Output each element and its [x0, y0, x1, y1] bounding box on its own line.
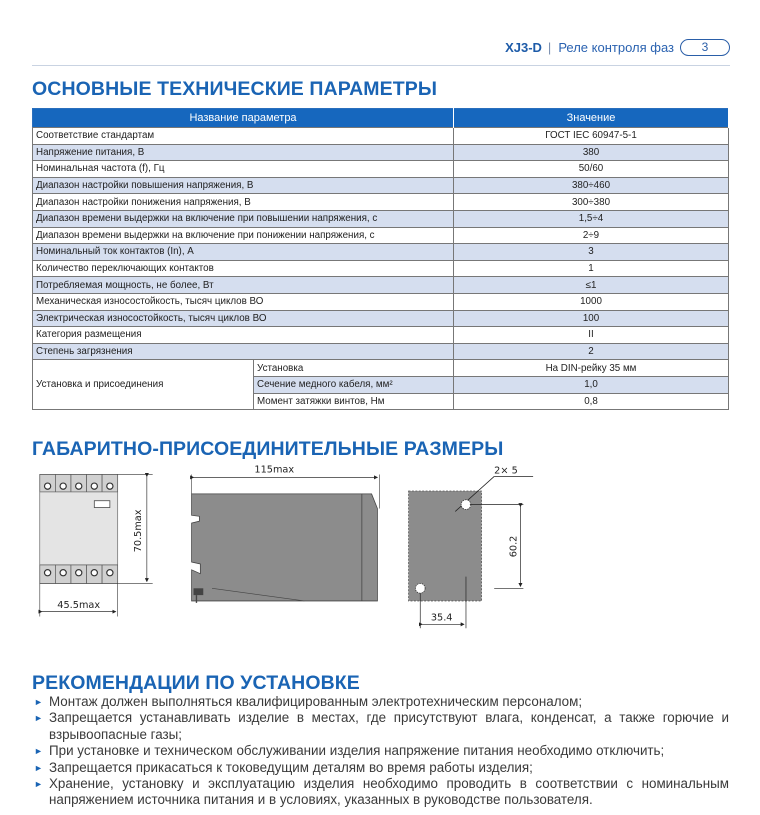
table-row — [33, 343, 729, 360]
dimension-drawings — [25, 455, 545, 635]
page-number: 3 — [680, 39, 730, 56]
table-row — [33, 360, 729, 377]
param-value: 2÷9 — [454, 227, 729, 244]
table-row — [33, 227, 729, 244]
recommendation-text: Запрещается прикасаться к токоведущим деталям во время работы изделия; — [49, 759, 533, 775]
param-name: Номинальная частота (f), Гц — [33, 161, 454, 178]
mount-horizontal-label: 35.4 — [430, 612, 453, 624]
sub-param-value: На DIN-рейку 35 мм — [454, 360, 729, 377]
table-row — [33, 277, 729, 294]
param-value: ≤1 — [454, 277, 729, 294]
mounting-holes-drawing — [409, 465, 534, 628]
table-row — [33, 128, 729, 145]
table-row — [33, 260, 729, 277]
group-name: Установка и присоединения — [33, 360, 254, 410]
product-model: XJ3-D — [505, 39, 542, 55]
param-name: Механическая износостойкость, тысяч циклов ВО — [33, 293, 454, 310]
header-title: Реле контроля фаз — [558, 39, 674, 55]
recommendation-text: Хранение, установку и эксплуатацию изделия необходимо проводить в соответствии с номинальным напряжением источника питания и в условиях, указанных в руководстве пользователя. — [49, 776, 729, 808]
param-value: 1 — [454, 260, 729, 277]
list-item — [32, 743, 729, 759]
side-depth-label: 115max — [254, 464, 295, 476]
column-header-value: Значение — [454, 109, 729, 128]
recs-section-title: РЕКОМЕНДАЦИИ ПО УСТАНОВКЕ — [32, 672, 360, 694]
table-row — [33, 177, 729, 194]
table-row — [33, 194, 729, 211]
recommendation-text: Монтаж должен выполняться квалифицированным электротехническим персоналом; — [49, 694, 583, 709]
sub-param-name: Момент затяжки винтов, Нм — [254, 393, 454, 410]
param-name: Диапазон времени выдержки на включение при понижении напряжения, с — [33, 227, 454, 244]
param-value: II — [454, 327, 729, 344]
param-name: Соответствие стандартам — [33, 128, 454, 145]
list-item — [32, 710, 729, 743]
bottom-terminals — [40, 565, 118, 583]
dims-section-title: ГАБАРИТНО-ПРИСОЕДИНИТЕЛЬНЫЕ РАЗМЕРЫ — [32, 438, 504, 460]
bullet-icon: ► — [34, 779, 43, 790]
param-value: 380÷460 — [454, 177, 729, 194]
header-separator: | — [547, 39, 552, 55]
bullet-icon: ► — [34, 713, 43, 724]
param-value: 3 — [454, 244, 729, 261]
param-name: Потребляемая мощность, не более, Вт — [33, 277, 454, 294]
param-value: 50/60 — [454, 161, 729, 178]
param-name: Диапазон настройки повышения напряжения, В — [33, 177, 454, 194]
param-name: Напряжение питания, В — [33, 144, 454, 161]
table-row — [33, 144, 729, 161]
list-item — [32, 760, 729, 776]
recommendations-list — [32, 694, 729, 809]
header-divider — [32, 65, 730, 66]
param-value: 1,5÷4 — [454, 210, 729, 227]
table-row — [33, 244, 729, 261]
sub-param-name: Сечение медного кабеля, мм² — [254, 376, 454, 393]
parameters-table — [32, 108, 729, 410]
bullet-icon: ► — [34, 697, 43, 707]
sub-param-value: 0,8 — [454, 393, 729, 410]
sub-param-name: Установка — [254, 360, 454, 377]
table-row — [33, 161, 729, 178]
side-view-drawing — [192, 465, 380, 603]
bullet-icon: ► — [34, 762, 43, 773]
param-value: 1000 — [454, 293, 729, 310]
sub-param-value: 1,0 — [454, 376, 729, 393]
front-view-drawing — [40, 474, 153, 616]
param-value: 2 — [454, 343, 729, 360]
param-value: 100 — [454, 310, 729, 327]
mount-hole-label: 2× 5 — [494, 465, 518, 477]
recommendation-text: Запрещается устанавливать изделие в местах, где присутствуют влага, конденсат, а также горючие и взрывоопасные газы; — [49, 710, 729, 742]
table-row — [33, 293, 729, 310]
table-row — [33, 327, 729, 344]
recommendation-text: При установке и техническом обслуживании изделия напряжение питания необходимо отключить; — [49, 743, 665, 759]
params-section-title: ОСНОВНЫЕ ТЕХНИЧЕСКИЕ ПАРАМЕТРЫ — [32, 78, 438, 100]
param-value: ГОСТ IEC 60947-5-1 — [454, 128, 729, 145]
front-height-label: 70.5max — [133, 509, 144, 553]
list-item — [32, 694, 729, 710]
param-name: Степень загрязнения — [33, 343, 454, 360]
front-width-label: 45.5max — [57, 599, 101, 611]
top-terminals — [40, 474, 118, 492]
param-name: Количество переключающих контактов — [33, 260, 454, 277]
param-name: Электрическая износостойкость, тысяч циклов ВО — [33, 310, 454, 327]
param-value: 300÷380 — [454, 194, 729, 211]
param-name: Диапазон времени выдержки на включение при повышении напряжения, с — [33, 210, 454, 227]
param-name: Категория размещения — [33, 327, 454, 344]
column-header-name: Название параметра — [33, 109, 454, 128]
mount-vertical-label: 60.2 — [508, 535, 520, 558]
table-row — [33, 210, 729, 227]
table-header-row — [33, 109, 729, 128]
table-row — [33, 310, 729, 327]
list-item — [32, 776, 729, 809]
param-value: 380 — [454, 144, 729, 161]
param-name: Диапазон настройки понижения напряжения, В — [33, 194, 454, 211]
page-header — [505, 38, 730, 56]
bullet-icon: ► — [34, 746, 43, 757]
param-name: Номинальный ток контактов (In), А — [33, 244, 454, 261]
